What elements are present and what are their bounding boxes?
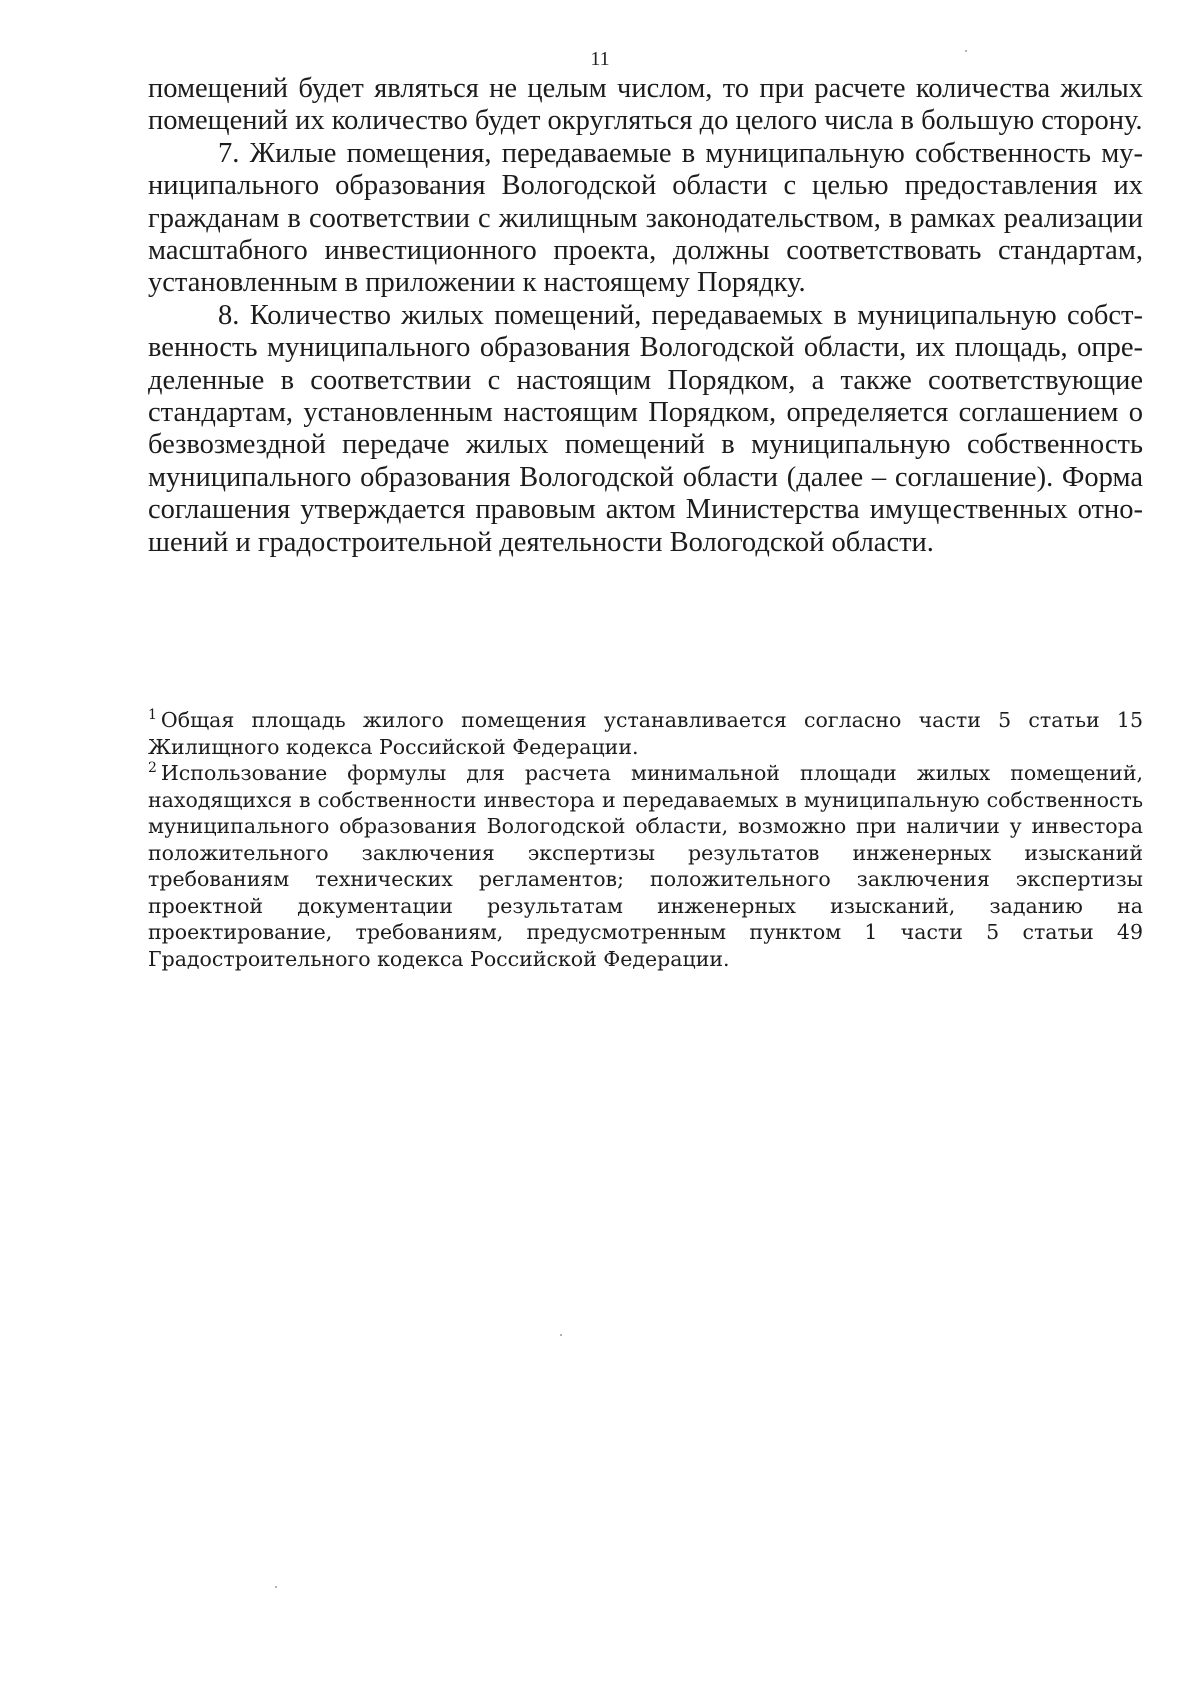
scan-speck	[275, 1586, 277, 1588]
main-text-body	[148, 73, 1143, 559]
page-number: 11	[590, 48, 610, 70]
scan-speck	[560, 1334, 562, 1336]
footnote-2-marker: 2	[148, 760, 157, 777]
footnote-2-text: Использование формулы для расчета минимальной площади жилых помещений, находящихся в собственности инвестора и передаваемых в муниципальную собственность муниципального образования Вологодской области, возможно при наличии у инвестора положительного заключения экспертизы результатов инженерных изысканий требованиям технических регламентов; положительного заключения экспертизы проектной документации результатам инженерных изысканий, заданию на проектирование, требованиям, предусмотренным пунктом 1 части 5 статьи 49 Градостроительного кодекса Российской Федерации.	[148, 761, 1143, 971]
footnote-1	[148, 707, 1143, 760]
scan-speck	[965, 50, 967, 52]
paragraph-8: 8. Количество жилых помещений, передаваемых в муниципальную собственность муниципального образования Вологодской области, их площадь, определенные в соответствии с настоящим Порядком, а также соответствующие стандартам, установленным настоящим Порядком, определяется соглашением о безвозмездной передаче жилых помещений в муниципальную собственность муниципального образования Вологодской области (далее – соглашение). Форма соглашения утверждается правовым актом Министерства имущественных отношений и градостроительной деятельности Вологодской области.	[148, 299, 1143, 558]
footnotes-section	[148, 707, 1143, 972]
paragraph-continuation: помещений будет являться не целым числом, то при расчете количества жилых помещений их количество будет округляться до целого числа в большую сторону.	[148, 73, 1143, 137]
paragraph-7: 7. Жилые помещения, передаваемые в муниципальную собственность муниципального образования Вологодской области с целью предоставления их гражданам в соответствии с жилищным законодательством, в рамках реализации масштабного инвестиционного проекта, должны соответствовать стандартам, установленным в приложении к настоящему Порядку.	[148, 137, 1143, 299]
footnote-2	[148, 760, 1143, 972]
footnote-1-marker: 1	[148, 707, 157, 724]
footnote-1-text: Общая площадь жилого помещения устанавливается согласно части 5 статьи 15 Жилищного кодекса Российской Федерации.	[148, 708, 1143, 759]
